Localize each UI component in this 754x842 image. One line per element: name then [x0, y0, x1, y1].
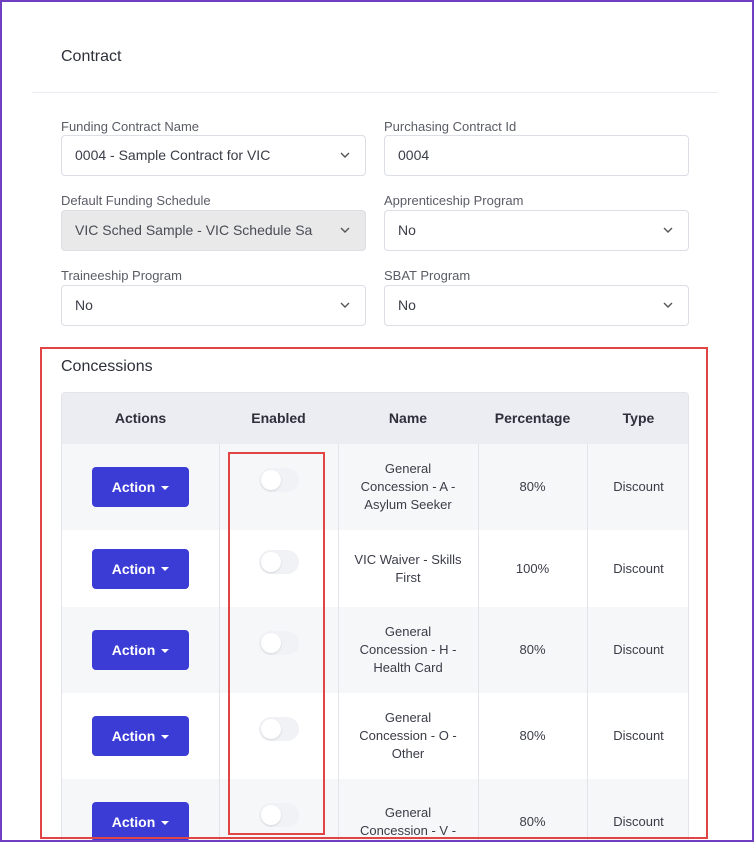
chevron-down-icon [662, 299, 674, 311]
action-dropdown-button[interactable] [92, 802, 189, 842]
actions-cell [62, 693, 219, 779]
name-cell: General Concession - A - Asylum Seeker [360, 461, 456, 512]
apprenticeship-program-select[interactable] [384, 210, 689, 251]
table-row [62, 607, 689, 693]
action-dropdown-button[interactable] [92, 549, 189, 589]
actions-cell [62, 444, 219, 530]
percentage-cell: 80% [519, 479, 546, 494]
enabled-toggle[interactable] [259, 717, 299, 741]
caret-down-icon [161, 567, 169, 571]
purchasing-contract-id-input[interactable] [384, 135, 689, 176]
chevron-down-icon [339, 224, 351, 236]
table-header [62, 393, 689, 444]
column-divider [219, 444, 220, 842]
toggle-knob [261, 805, 281, 825]
action-button-label: Action [111, 642, 156, 658]
traineeship-program-value: No [75, 297, 93, 313]
action-dropdown-button[interactable] [92, 467, 189, 507]
action-dropdown-button[interactable] [92, 716, 189, 756]
caret-down-icon [161, 821, 169, 825]
name-cell: VIC Waiver - Skills First [354, 551, 462, 585]
toggle-knob [261, 552, 281, 572]
toggle-knob [261, 470, 281, 490]
purchasing-contract-id-label: Purchasing Contract Id [384, 119, 517, 134]
concessions-table [61, 392, 689, 842]
table-row [62, 779, 689, 842]
type-cell: Discount [613, 560, 664, 576]
percentage-cell: 80% [519, 728, 546, 743]
name-cell: General Concession - H - Health Card [359, 624, 457, 675]
caret-down-icon [161, 486, 169, 490]
funding-contract-name-select[interactable] [61, 135, 366, 176]
percentage-cell: 80% [519, 642, 546, 657]
section-divider [32, 92, 718, 93]
action-button-label: Action [111, 728, 156, 744]
column-divider [587, 444, 588, 842]
enabled-cell [219, 693, 338, 779]
enabled-toggle[interactable] [259, 803, 299, 827]
traineeship-program-select[interactable] [61, 285, 366, 326]
contract-section-title: Contract [61, 48, 122, 65]
enabled-cell [219, 607, 338, 693]
caret-down-icon [161, 649, 169, 653]
type-cell: Discount [613, 728, 664, 743]
toggle-knob [261, 719, 281, 739]
action-button-label: Action [111, 560, 156, 577]
funding-contract-name-label: Funding Contract Name [61, 119, 200, 134]
enabled-cell [219, 444, 338, 530]
column-divider [478, 444, 479, 842]
purchasing-contract-id-value: 0004 [398, 147, 430, 163]
table-row [62, 530, 689, 607]
enabled-toggle[interactable] [259, 631, 299, 655]
column-divider [338, 444, 339, 842]
column-header-percentage: Percentage [494, 410, 571, 426]
enabled-toggle[interactable] [259, 468, 299, 492]
type-cell: Discount [613, 479, 664, 494]
column-header-enabled: Enabled [251, 410, 306, 426]
percentage-cell: 100% [515, 560, 550, 576]
column-header-name: Name [388, 410, 428, 426]
column-header-actions: Actions [114, 410, 167, 426]
concessions-section-title: Concessions [61, 358, 153, 375]
actions-cell [62, 607, 219, 693]
name-cell: General Concession - O - Other [359, 710, 457, 761]
apprenticeship-program-label: Apprenticeship Program [384, 193, 524, 208]
default-funding-schedule-select [61, 210, 366, 251]
actions-cell [62, 530, 219, 607]
type-cell: Discount [613, 642, 664, 657]
sbat-program-value: No [398, 297, 416, 313]
default-funding-schedule-value: VIC Sched Sample - VIC Schedule Sa [75, 222, 313, 238]
table-row [62, 444, 689, 530]
action-button-label: Action [111, 814, 156, 830]
enabled-cell [219, 530, 338, 607]
action-dropdown-button[interactable] [92, 630, 189, 670]
type-cell: Discount [613, 814, 664, 829]
apprenticeship-program-value: No [398, 222, 416, 238]
funding-contract-name-value: 0004 - Sample Contract for VIC [75, 147, 271, 163]
default-funding-schedule-label: Default Funding Schedule [61, 193, 211, 208]
name-cell: General Concession - V - [359, 805, 457, 838]
sbat-program-label: SBAT Program [384, 268, 471, 283]
toggle-knob [261, 633, 281, 653]
actions-cell [62, 779, 219, 842]
sbat-program-select[interactable] [384, 285, 689, 326]
chevron-down-icon [339, 149, 351, 161]
traineeship-program-label: Traineeship Program [61, 268, 182, 283]
table-row [62, 693, 689, 779]
chevron-down-icon [339, 299, 351, 311]
caret-down-icon [161, 735, 169, 739]
column-header-type: Type [622, 410, 655, 426]
chevron-down-icon [662, 224, 674, 236]
enabled-toggle[interactable] [259, 550, 299, 574]
action-button-label: Action [111, 479, 156, 495]
enabled-cell [219, 779, 338, 842]
percentage-cell: 80% [519, 814, 546, 829]
